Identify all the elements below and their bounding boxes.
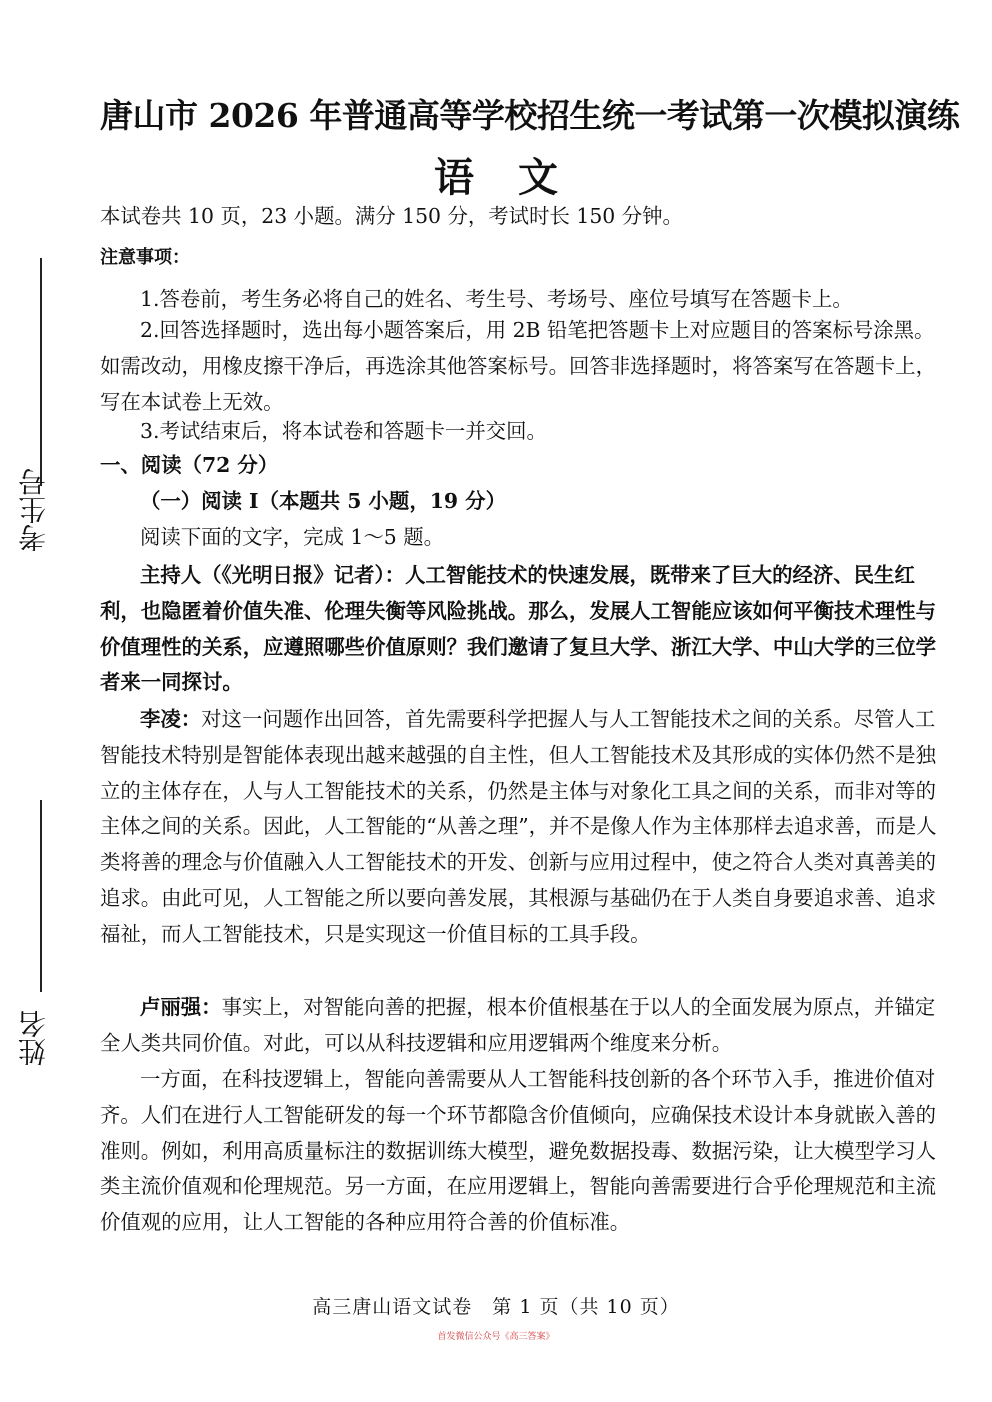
speaker1-text: 对这一问题作出回答，首先需要科学把握人与人工智能技术之间的关系。尽管人工智能技术特别是智能体表现出越来越强的自主性，但人工智能技术及其形成的实体仍然不是独立的主体存在，人与人工智能技术的关系，仍然是主体与对象化工具之间的关系，而非对等的主体之间的关系。因此，人工智能的“从善之理”，并不是像人作为主体那样去追求善，而是人类将善的理念与价值融入人工智能技术的开发、创新与应用过程中，使之符合人类对真善美的追求。由此可见，人工智能之所以要向善发展，其根源与基础仍在于人类自身要追求善、追求福祉，而人工智能技术，只是实现这一价值目标的工具手段。 [100,707,937,946]
exam-title: 唐山市 2026 年普通高等学校招生统一考试第一次模拟演练 [100,96,960,135]
host-label: 主持人（《光明日报》记者）： [140,563,406,587]
notice-item-2: 2.回答选择题时，选出每小题答案后，用 2B 铅笔把答题卡上对应题目的答案标号涂黑。如需改动，用橡皮擦干净后，再选涂其他答案标号。回答非选择题时，将答案写在答题卡上，写在本试卷上无效。 [100,318,937,414]
section-title: 一、阅读（72 分） [100,453,279,477]
host-text: 人工智能技术的快速发展，既带来了巨大的经济、民生红利，也隐匿着价值失准、伦理失衡等风险挑战。那么，发展人工智能应该如何平衡技术理性与价值理性的关系，应遵照哪些价值原则？我们邀请了复旦大学、浙江大学、中山大学的三位学者来一同探讨。 [100,563,937,695]
speaker1-label: 李凌： [140,707,202,731]
student-id-label: 考生号 [17,468,50,552]
watermark-text: 首发微信公众号《高三答案》 [437,1332,555,1342]
student-id-blank-line [40,258,42,486]
page-footer: 高三唐山语文试卷 第 1 页（共 10 页） [312,1296,680,1318]
speaker2-paragraph [100,990,938,1062]
name-label: 姓名 [17,1010,50,1066]
subsection-title: （一）阅读 Ⅰ（本题共 5 小题，19 分） [140,489,506,513]
notice-item-1: 1.答卷前，考生务必将自己的姓名、考生号、考场号、座位号填写在答题卡上。 [140,287,853,311]
speaker1-paragraph [100,702,938,953]
subject-title: 语文 [434,154,602,201]
speaker2-label: 卢丽强： [140,995,222,1019]
notice-heading: 注意事项： [100,247,190,268]
notice-item-3: 3.考试结束后，将本试卷和答题卡一并交回。 [140,419,547,443]
exam-intro: 本试卷共 10 页，23 小题。满分 150 分，考试时长 150 分钟。 [100,204,683,228]
name-blank-line [40,800,42,992]
host-paragraph [100,558,938,701]
speaker2-text: 事实上，对智能向善的把握，根本价值根基在于以人的全面发展为原点，并锚定全人类共同价值。对此，可以从科技逻辑和应用逻辑两个维度来分析。 [100,995,936,1055]
passage-paragraph-3: 一方面，在科技逻辑上，智能向善需要从人工智能科技创新的各个环节入手，推进价值对齐。人们在进行人工智能研发的每一个环节都隐含价值倾向，应确保技术设计本身就嵌入善的准则。例如，利用高质量标注的数据训练大模型，避免数据投毒、数据污染，让大模型学习人类主流价值观和伦理规范。另一方面，在应用逻辑上，智能向善需要进行合乎伦理规范和主流价值观的应用，让人工智能的各种应用符合善的价值标准。 [100,1067,937,1235]
reading-instruction: 阅读下面的文字，完成 1～5 题。 [140,525,444,549]
